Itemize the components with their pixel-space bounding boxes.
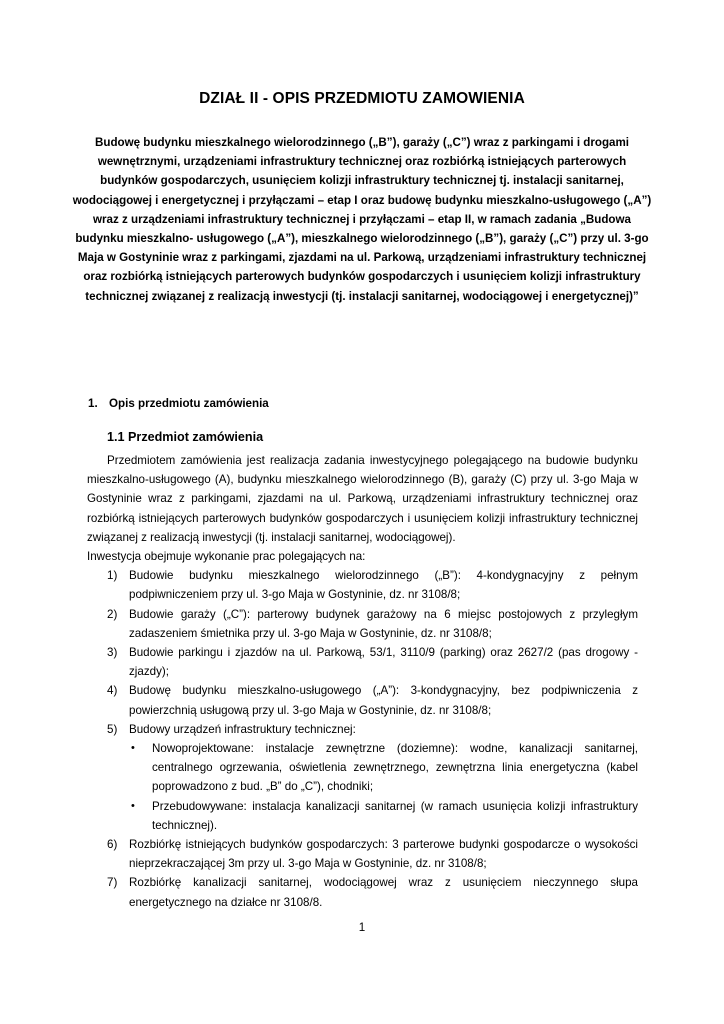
list-item-number: 3)	[107, 646, 118, 660]
bullet-glyph: •	[131, 799, 135, 812]
bullet-glyph: •	[131, 742, 135, 755]
list-item-text: Rozbiórkę istniejących budynków gospodarczych: 3 parterowe budynki gospodarcze o wysokości nieprzekraczającej 3m przy ul. 3-go Maja w Gostyninie, dz. nr 3108/8;	[129, 838, 638, 871]
list-item	[87, 835, 638, 873]
list-item	[87, 873, 638, 911]
bullet-item	[129, 739, 638, 797]
list-item-text: Rozbiórkę kanalizacji sanitarnej, wodociągowej wraz z usunięciem nieczynnego słupa energetycznego na działce nr 3108/8.	[129, 876, 638, 909]
list-item	[87, 681, 638, 719]
subsection-number: 1.1	[107, 430, 125, 444]
list-item	[87, 566, 638, 604]
list-item	[87, 643, 638, 681]
list-item-text: Budowie budynku mieszkalnego wielorodzinnego („B”): 4-kondygnacyjny z pełnym podpiwniczeniem przy ul. 3-go Maja w Gostyninie, dz. nr 3108/8;	[129, 569, 638, 602]
section-heading	[88, 397, 269, 410]
intro-paragraph: Przedmiotem zamówienia jest realizacja zadania inwestycyjnego polegającego na budowie budynku mieszkalno-usługowego (A), budynku mieszkalnego wielorodzinnego (B), garaży (C) przy ul. 3-go Maja w Gostyninie wraz z parkingami, zjazdami na ul. Parkową, urządzeniami infrastruktury technicznej oraz rozbiórką istniejących parterowych budynków gospodarczych i usunięciem kolizji infrastruktury technicznej związanej z realizacją inwestycji (tj. instalacji sanitarnej, wodociągowej).	[87, 454, 638, 544]
document-title: DZIAŁ II - OPIS PRZEDMIOTU ZAMOWIENIA	[199, 90, 525, 107]
bullet-item	[129, 797, 638, 835]
list-item-number: 7)	[107, 876, 118, 890]
list-item-number: 2)	[107, 607, 118, 621]
section-number: 1.	[88, 397, 98, 410]
list-item-text: Budowie garaży („C”): parterowy budynek garażowy na 6 miejsc postojowych z przyległym zadaszeniem śmietnika przy ul. 3-go Maja w Gostyninie, dz. nr 3108/8;	[129, 607, 638, 640]
bullet-text: Przebudowywane: instalacja kanalizacji sanitarnej (w ramach usunięcia kolizji infrastruktury technicznej).	[152, 799, 638, 832]
list-item-number: 4)	[107, 684, 118, 698]
document-subtitle: Budowę budynku mieszkalnego wielorodzinnego („B”), garaży („C”) wraz z parkingami i drogami wewnętrznymi, urządzeniami infrastruktury technicznej oraz rozbiórką istniejących parterowych budynków gospodarczych, usunięciem kolizji infrastruktury technicznej tj. instalacji sanitarnej, wodociągowej i energetycznej i przyłączami – etap I oraz budowę budynku mieszkalno-usługowego („A”) wraz z urządzeniami infrastruktury technicznej i przyłączami – etap II, w ramach zadania „Budowa budynku mieszkalno- usługowego („A”), mieszkalnego wielorodzinnego („B”), garaży („C”) przy ul. 3-go Maja w Gostyninie wraz z parkingami, zjazdami na ul. Parkową, urządzeniami infrastruktury technicznej oraz rozbiórką istniejących parterowych budynków gospodarczych i usunięciem kolizji infrastruktury technicznej związanej z realizacją inwestycji (tj. instalacji sanitarnej, wodociągowej i energetycznej)”	[72, 136, 652, 303]
subsection-title: Przedmiot zamówienia	[128, 430, 264, 444]
infrastructure-sublist	[129, 739, 638, 835]
bullet-text: Nowoprojektowane: instalacje zewnętrzne (doziemne): wodne, kanalizacji sanitarnej, centralnego ogrzewania, oświetlenia zewnętrznego, zewnętrzna linia energetyczna (kabel poprowadzono z bud. „B” do „C”), chodniki;	[152, 742, 638, 794]
page-number: 1	[358, 921, 366, 934]
list-item-text: Budowy urządzeń infrastruktury technicznej:	[129, 722, 356, 736]
list-item-number: 5)	[107, 722, 118, 736]
document-body	[87, 451, 638, 912]
list-item-number: 1)	[107, 569, 118, 583]
list-item-text: Budowie parkingu i zjazdów na ul. Parkową, 53/1, 3110/9 (parking) oraz 2627/2 (pas drogowy - zjazdy);	[129, 646, 638, 679]
list-item	[87, 720, 638, 835]
subsection-heading	[107, 430, 263, 444]
section-title: Opis przedmiotu zamówienia	[109, 397, 269, 410]
list-item	[87, 605, 638, 643]
intro-lead-in: Inwestycja obejmuje wykonanie prac polegających na:	[87, 550, 366, 564]
scope-list	[87, 566, 638, 912]
list-item-text: Budowę budynku mieszkalno-usługowego („A”): 3-kondygnacyjny, bez podpiwniczenia z powierzchnią usługową przy ul. 3-go Maja w Gostyninie, dz. nr 3108/8;	[129, 684, 638, 717]
list-item-number: 6)	[107, 838, 118, 852]
